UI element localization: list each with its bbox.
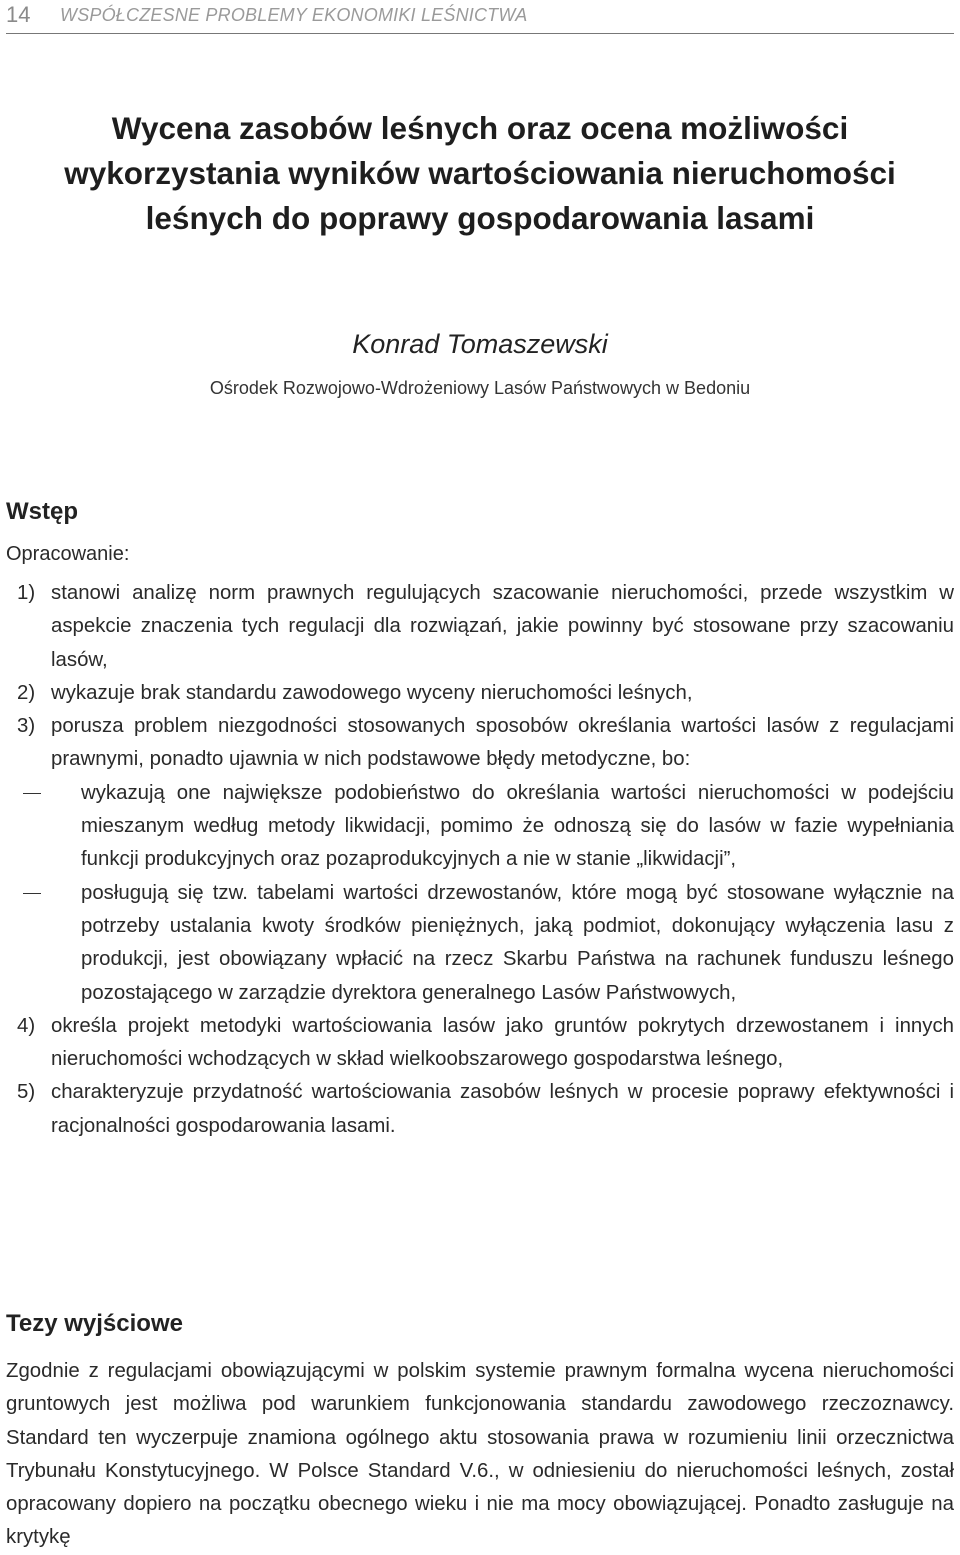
list-number: 2) xyxy=(17,681,36,704)
list-item xyxy=(0,1010,960,1077)
article-title-line: Wycena zasobów leśnych oraz ocena możliwości xyxy=(111,110,849,146)
list-text: charakteryzuje przydatność wartościowania zasobów leśnych w procesie poprawy efektywności i racjonalności gospodarowania lasami. xyxy=(51,1081,954,1137)
list-item xyxy=(0,577,960,677)
sub-list-item xyxy=(51,777,954,877)
dash-bullet xyxy=(23,893,41,894)
list-number: 1) xyxy=(17,582,36,604)
list-text: stanowi analizę norm prawnych regulujących szacowanie nieruchomości, przede wszystkim w aspekcie znaczenia tych regulacji dla rozwiązań, jakie powinny być stosowane przy szacowaniu lasów, xyxy=(51,582,954,671)
sub-list-text: wykazują one największe podobieństwo do określania wartości nieruchomości w podejściu mieszanym według metody likwidacji, pomimo że odnoszą się do lasów w fazie wypełniania funkcji produkcyjnych oraz pozaprodukcyjnych a nie w stanie „likwidacji”, xyxy=(81,781,954,871)
list-number: 5) xyxy=(17,1081,36,1104)
section-heading-theses: Tezy wyjściowe xyxy=(6,1310,183,1337)
journal-title: WSPÓŁCZESNE PROBLEMY EKONOMIKI LEŚNICTWA xyxy=(60,4,528,25)
author-affiliation: Ośrodek Rozwojowo-Wdrożeniowy Lasów Państwowych w Bedoniu xyxy=(209,378,751,398)
theses-paragraph: Zgodnie z regulacjami obowiązującymi w polskim systemie prawnym formalna wycena nieruchomości gruntowych jest możliwa pod warunkiem funkcjonowania standardu zawodowego rzeczoznawcy. Standard ten wyczerpuje znamiona ogólnego aktu stosowania prawa w rozumieniu linii orzecznictwa Trybunału Konstytucyjnego. W Polsce Standard V.6., w odniesieniu do nieruchomości leśnych, został opracowany dopiero na początku obecnego wieku i nie ma mocy obowiązującej. Ponadto zasługuje na krytykę xyxy=(6,1360,954,1549)
list-text: wykazuje brak standardu zawodowego wyceny nieruchomości leśnych, xyxy=(51,681,693,704)
list-text: określa projekt metodyki wartościowania lasów jako gruntów pokrytych drzewostanem i innych nieruchomości wchodzących w skład wielkoobszarowego gospodarstwa leśnego, xyxy=(51,1014,954,1071)
list-item xyxy=(0,1076,960,1143)
sub-list xyxy=(51,777,954,1010)
article-title xyxy=(0,106,960,241)
sub-list-item xyxy=(51,877,954,1010)
list-item xyxy=(0,677,960,710)
header-rule xyxy=(6,33,954,34)
article-title-line: wykorzystania wyników wartościowania nieruchomości xyxy=(64,155,896,191)
page-number: 14 xyxy=(6,2,31,27)
article-title-line: leśnych do poprawy gospodarowania lasami xyxy=(145,200,815,236)
author-name: Konrad Tomaszewski xyxy=(352,329,608,359)
section-heading-intro: Wstęp xyxy=(6,498,78,525)
list-number: 3) xyxy=(17,715,36,738)
list-text: porusza problem niezgodności stosowanych sposobów określania wartości lasów z regulacjami prawnymi, ponadto ujawnia w nich podstawowe błędy metodyczne, bo: xyxy=(51,715,954,771)
dash-bullet xyxy=(23,793,41,794)
sub-list-text: posługują się tzw. tabelami wartości drzewostanów, które mogą być stosowane wyłącznie na potrzeby ustalania kwoty środków pieniężnych, jaką podmiot, dokonujący wyłączenia lasu z produkcji, jest obowiązany wpłacić na rzecz Skarbu Państwa na rachunek funduszu leśnego pozostającego w zarządzie dyrektora generalnego Lasów Państwowych, xyxy=(81,881,954,1004)
list-item xyxy=(0,710,960,1010)
running-head xyxy=(6,2,954,28)
intro-list xyxy=(0,577,960,1143)
list-number: 4) xyxy=(17,1014,36,1037)
intro-lead: Opracowanie: xyxy=(6,543,130,565)
